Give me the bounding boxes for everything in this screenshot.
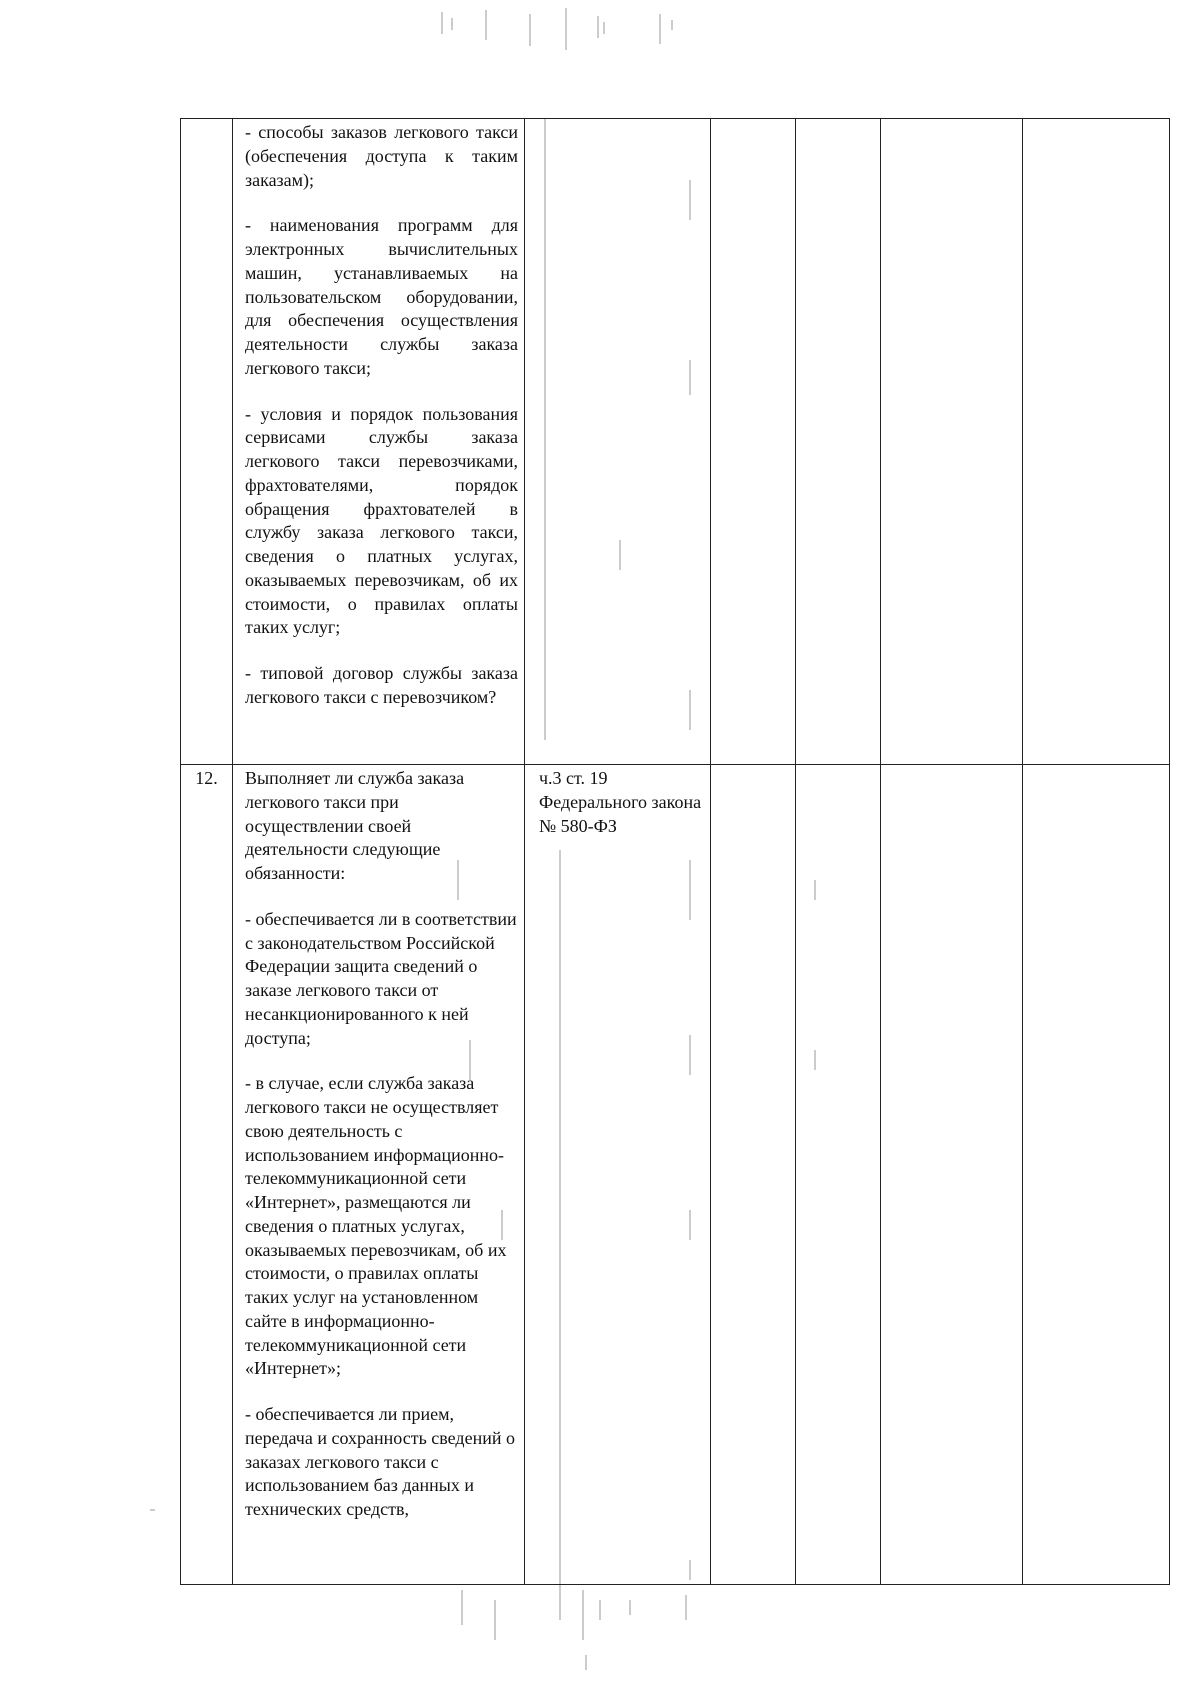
list-item: - способы заказов легкового такси (обеспечения доступа к таким заказам); bbox=[245, 122, 518, 190]
answer-cell-na bbox=[881, 119, 1023, 765]
note-cell bbox=[1023, 765, 1170, 1585]
reference-cell: ч.3 ст. 19 Федерального закона № 580-ФЗ bbox=[525, 765, 711, 1585]
answer-cell-no bbox=[796, 119, 881, 765]
checklist-table bbox=[180, 118, 1170, 1585]
number-cell bbox=[181, 119, 233, 765]
note-cell bbox=[1023, 119, 1170, 765]
table-row-12 bbox=[181, 765, 1170, 1585]
table-row-continuation bbox=[181, 119, 1170, 765]
list-item: - условия и порядок пользования сервисами службы заказа легкового такси перевозчиками, фрахтователями, порядок обращения фрахтователей в службу заказа легкового такси, сведения о платных услугах, оказываемых перевозчикам, об их стоимости, о правилах оплаты таких услуг; bbox=[245, 403, 518, 638]
answer-cell-yes bbox=[711, 119, 796, 765]
answer-cell-no bbox=[796, 765, 881, 1585]
question-cell bbox=[233, 119, 525, 765]
question-text: Выполняет ли служба заказа легкового такси при осуществлении своей деятельности следующие обязанности: bbox=[245, 768, 465, 883]
reference-cell bbox=[525, 119, 711, 765]
list-item: - обеспечивается ли в соответствии с законодательством Российской Федерации защита сведений о заказе легкового такси от несанкционированного к ней доступа; bbox=[245, 908, 517, 1048]
list-item: - типовой договор службы заказа легкового такси с перевозчиком? bbox=[245, 663, 518, 707]
number-cell: 12. bbox=[181, 765, 233, 1585]
answer-cell-yes bbox=[711, 765, 796, 1585]
list-item: - в случае, если служба заказа легкового такси не осуществляет свою деятельность с использованием информационно-телекоммуникационной сети «Интернет», размещаются ли сведения о платных услугах, оказываемых перевозчикам, об их стоимости, о правилах оплаты таких услуг на установленном сайте в информационно-телекоммуникационной сети «Интернет»; bbox=[245, 1073, 507, 1379]
list-item: - наименования программ для электронных вычислительных машин, устанавливаемых на пользовательском оборудовании, для обеспечения осуществления деятельности службы заказа легкового такси; bbox=[245, 215, 518, 378]
answer-cell-na bbox=[881, 765, 1023, 1585]
list-item: - обеспечивается ли прием, передача и сохранность сведений о заказах легкового такси с использованием баз данных и технических средств, bbox=[245, 1404, 515, 1519]
question-cell bbox=[233, 765, 525, 1585]
